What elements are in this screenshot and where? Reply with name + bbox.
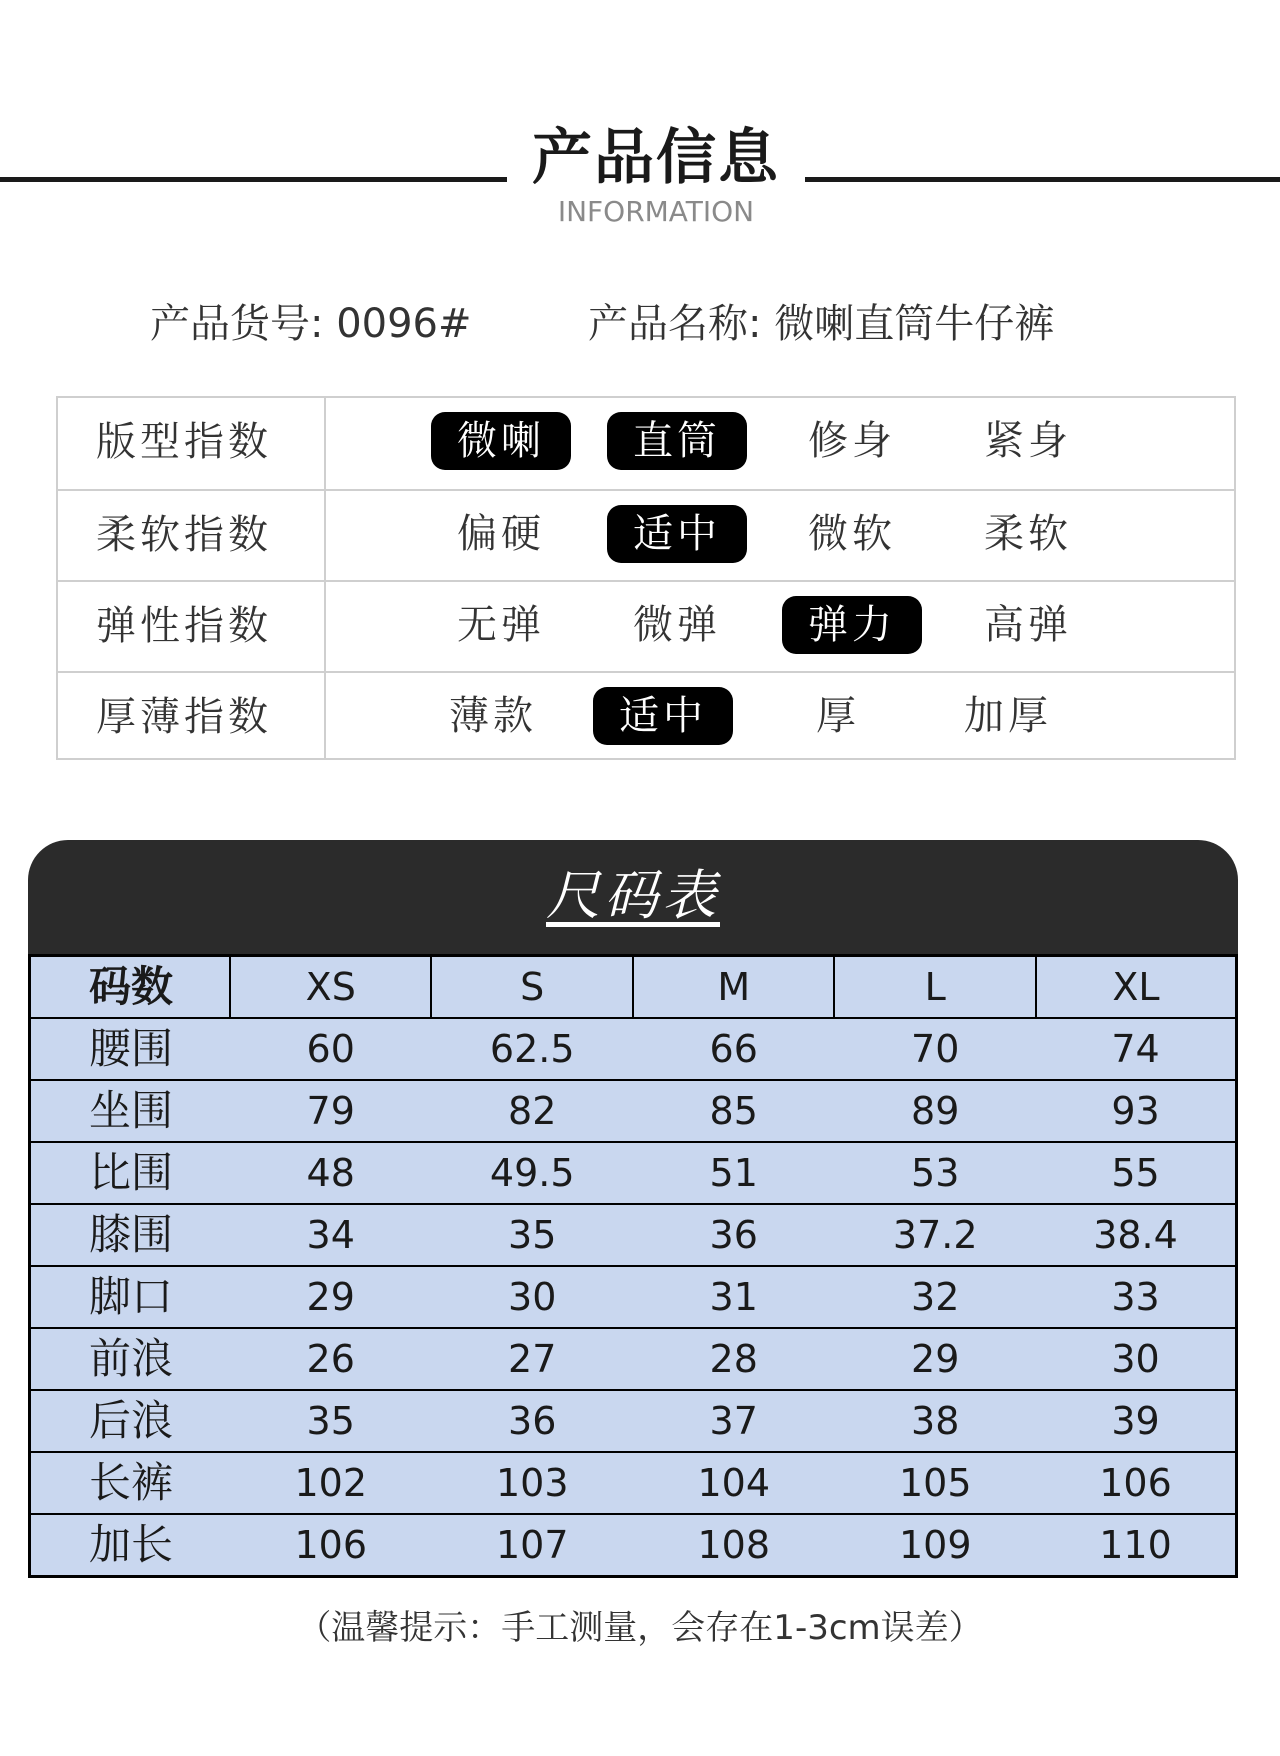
size-header-cell: M (633, 956, 835, 1019)
header-line-right (805, 177, 1280, 182)
index-option: 薄款 (449, 693, 537, 739)
size-header-cell: XL (1036, 956, 1237, 1019)
header-line-left (0, 177, 507, 182)
table-row (30, 1328, 1237, 1390)
row-label-cell: 长裤 (30, 1452, 230, 1514)
index-label: 柔软指数 (96, 512, 272, 558)
size-value-cell: 53 (834, 1142, 1036, 1204)
product-name: 产品名称: 微喇直筒牛仔裤 (588, 301, 1055, 347)
page-subtitle: INFORMATION (557, 195, 755, 228)
index-option: 微喇 (431, 412, 571, 470)
size-value-cell: 30 (431, 1266, 633, 1328)
size-value-cell: 89 (834, 1080, 1036, 1142)
index-row-fit (58, 398, 1234, 489)
index-option: 微弹 (633, 602, 721, 648)
index-row-elasticity (58, 580, 1234, 673)
size-header-row (30, 956, 1237, 1019)
index-option: 微软 (808, 511, 896, 557)
size-value-cell: 37 (633, 1390, 835, 1452)
size-value-cell: 28 (633, 1328, 835, 1390)
index-option: 弹力 (782, 596, 922, 654)
size-chart-header (28, 840, 1238, 954)
size-value-cell: 109 (834, 1514, 1036, 1577)
product-sku: 产品货号: 0096# (150, 301, 472, 347)
row-label-cell: 加长 (30, 1514, 230, 1577)
index-label: 弹性指数 (96, 603, 272, 649)
size-value-cell: 70 (834, 1018, 1036, 1080)
size-value-cell: 32 (834, 1266, 1036, 1328)
index-option: 适中 (607, 505, 747, 563)
index-option: 无弹 (457, 602, 545, 648)
size-value-cell: 93 (1036, 1080, 1237, 1142)
row-label-cell: 后浪 (30, 1390, 230, 1452)
row-label-cell: 比围 (30, 1142, 230, 1204)
page-title: 产品信息 (532, 123, 780, 193)
size-value-cell: 66 (633, 1018, 835, 1080)
size-value-cell: 31 (633, 1266, 835, 1328)
size-header-cell: XS (230, 956, 432, 1019)
size-value-cell: 29 (834, 1328, 1036, 1390)
index-option: 高弹 (984, 602, 1072, 648)
size-value-cell: 85 (633, 1080, 835, 1142)
index-option: 厚 (816, 693, 860, 739)
size-value-cell: 38.4 (1036, 1204, 1237, 1266)
index-option: 直筒 (607, 412, 747, 470)
table-row (30, 1266, 1237, 1328)
size-value-cell: 37.2 (834, 1204, 1036, 1266)
size-value-cell: 105 (834, 1452, 1036, 1514)
size-value-cell: 106 (230, 1514, 432, 1577)
size-header-cell: L (834, 956, 1036, 1019)
row-label-cell: 膝围 (30, 1204, 230, 1266)
size-chart-table (28, 954, 1238, 1578)
index-option: 适中 (593, 687, 733, 745)
table-row (30, 1142, 1237, 1204)
table-row (30, 1204, 1237, 1266)
size-value-cell: 106 (1036, 1452, 1237, 1514)
row-label-cell: 脚口 (30, 1266, 230, 1328)
table-row (30, 1514, 1237, 1577)
table-row (30, 1080, 1237, 1142)
table-row (30, 1018, 1237, 1080)
size-value-cell: 29 (230, 1266, 432, 1328)
size-header-cell: 码数 (30, 956, 230, 1019)
index-option: 紧身 (984, 418, 1072, 464)
size-value-cell: 36 (431, 1390, 633, 1452)
index-row-softness (58, 489, 1234, 582)
size-value-cell: 35 (431, 1204, 633, 1266)
size-value-cell: 39 (1036, 1390, 1237, 1452)
size-value-cell: 82 (431, 1080, 633, 1142)
size-value-cell: 51 (633, 1142, 835, 1204)
size-value-cell: 36 (633, 1204, 835, 1266)
size-value-cell: 74 (1036, 1018, 1237, 1080)
size-value-cell: 27 (431, 1328, 633, 1390)
row-label-cell: 腰围 (30, 1018, 230, 1080)
size-value-cell: 35 (230, 1390, 432, 1452)
index-option: 柔软 (984, 511, 1072, 557)
size-value-cell: 108 (633, 1514, 835, 1577)
index-option: 加厚 (964, 693, 1052, 739)
size-value-cell: 26 (230, 1328, 432, 1390)
table-row (30, 1452, 1237, 1514)
size-value-cell: 60 (230, 1018, 432, 1080)
index-label: 厚薄指数 (96, 694, 272, 740)
size-value-cell: 48 (230, 1142, 432, 1204)
size-value-cell: 55 (1036, 1142, 1237, 1204)
size-value-cell: 33 (1036, 1266, 1237, 1328)
table-row (30, 1390, 1237, 1452)
row-label-cell: 前浪 (30, 1328, 230, 1390)
index-option: 偏硬 (457, 511, 545, 557)
size-value-cell: 104 (633, 1452, 835, 1514)
size-value-cell: 102 (230, 1452, 432, 1514)
size-value-cell: 110 (1036, 1514, 1237, 1577)
row-label-cell: 坐围 (30, 1080, 230, 1142)
size-value-cell: 103 (431, 1452, 633, 1514)
size-value-cell: 30 (1036, 1328, 1237, 1390)
index-row-thickness (58, 671, 1234, 760)
size-header-cell: S (431, 956, 633, 1019)
measurement-note: （温馨提示：手工测量，会存在1-3cm误差） (297, 1608, 983, 1648)
index-label: 版型指数 (96, 419, 272, 465)
index-option: 修身 (808, 418, 896, 464)
index-table (56, 396, 1236, 760)
size-value-cell: 107 (431, 1514, 633, 1577)
size-value-cell: 38 (834, 1390, 1036, 1452)
size-value-cell: 62.5 (431, 1018, 633, 1080)
size-value-cell: 49.5 (431, 1142, 633, 1204)
size-value-cell: 79 (230, 1080, 432, 1142)
size-value-cell: 34 (230, 1204, 432, 1266)
size-chart-title: 尺码表 (546, 864, 720, 927)
